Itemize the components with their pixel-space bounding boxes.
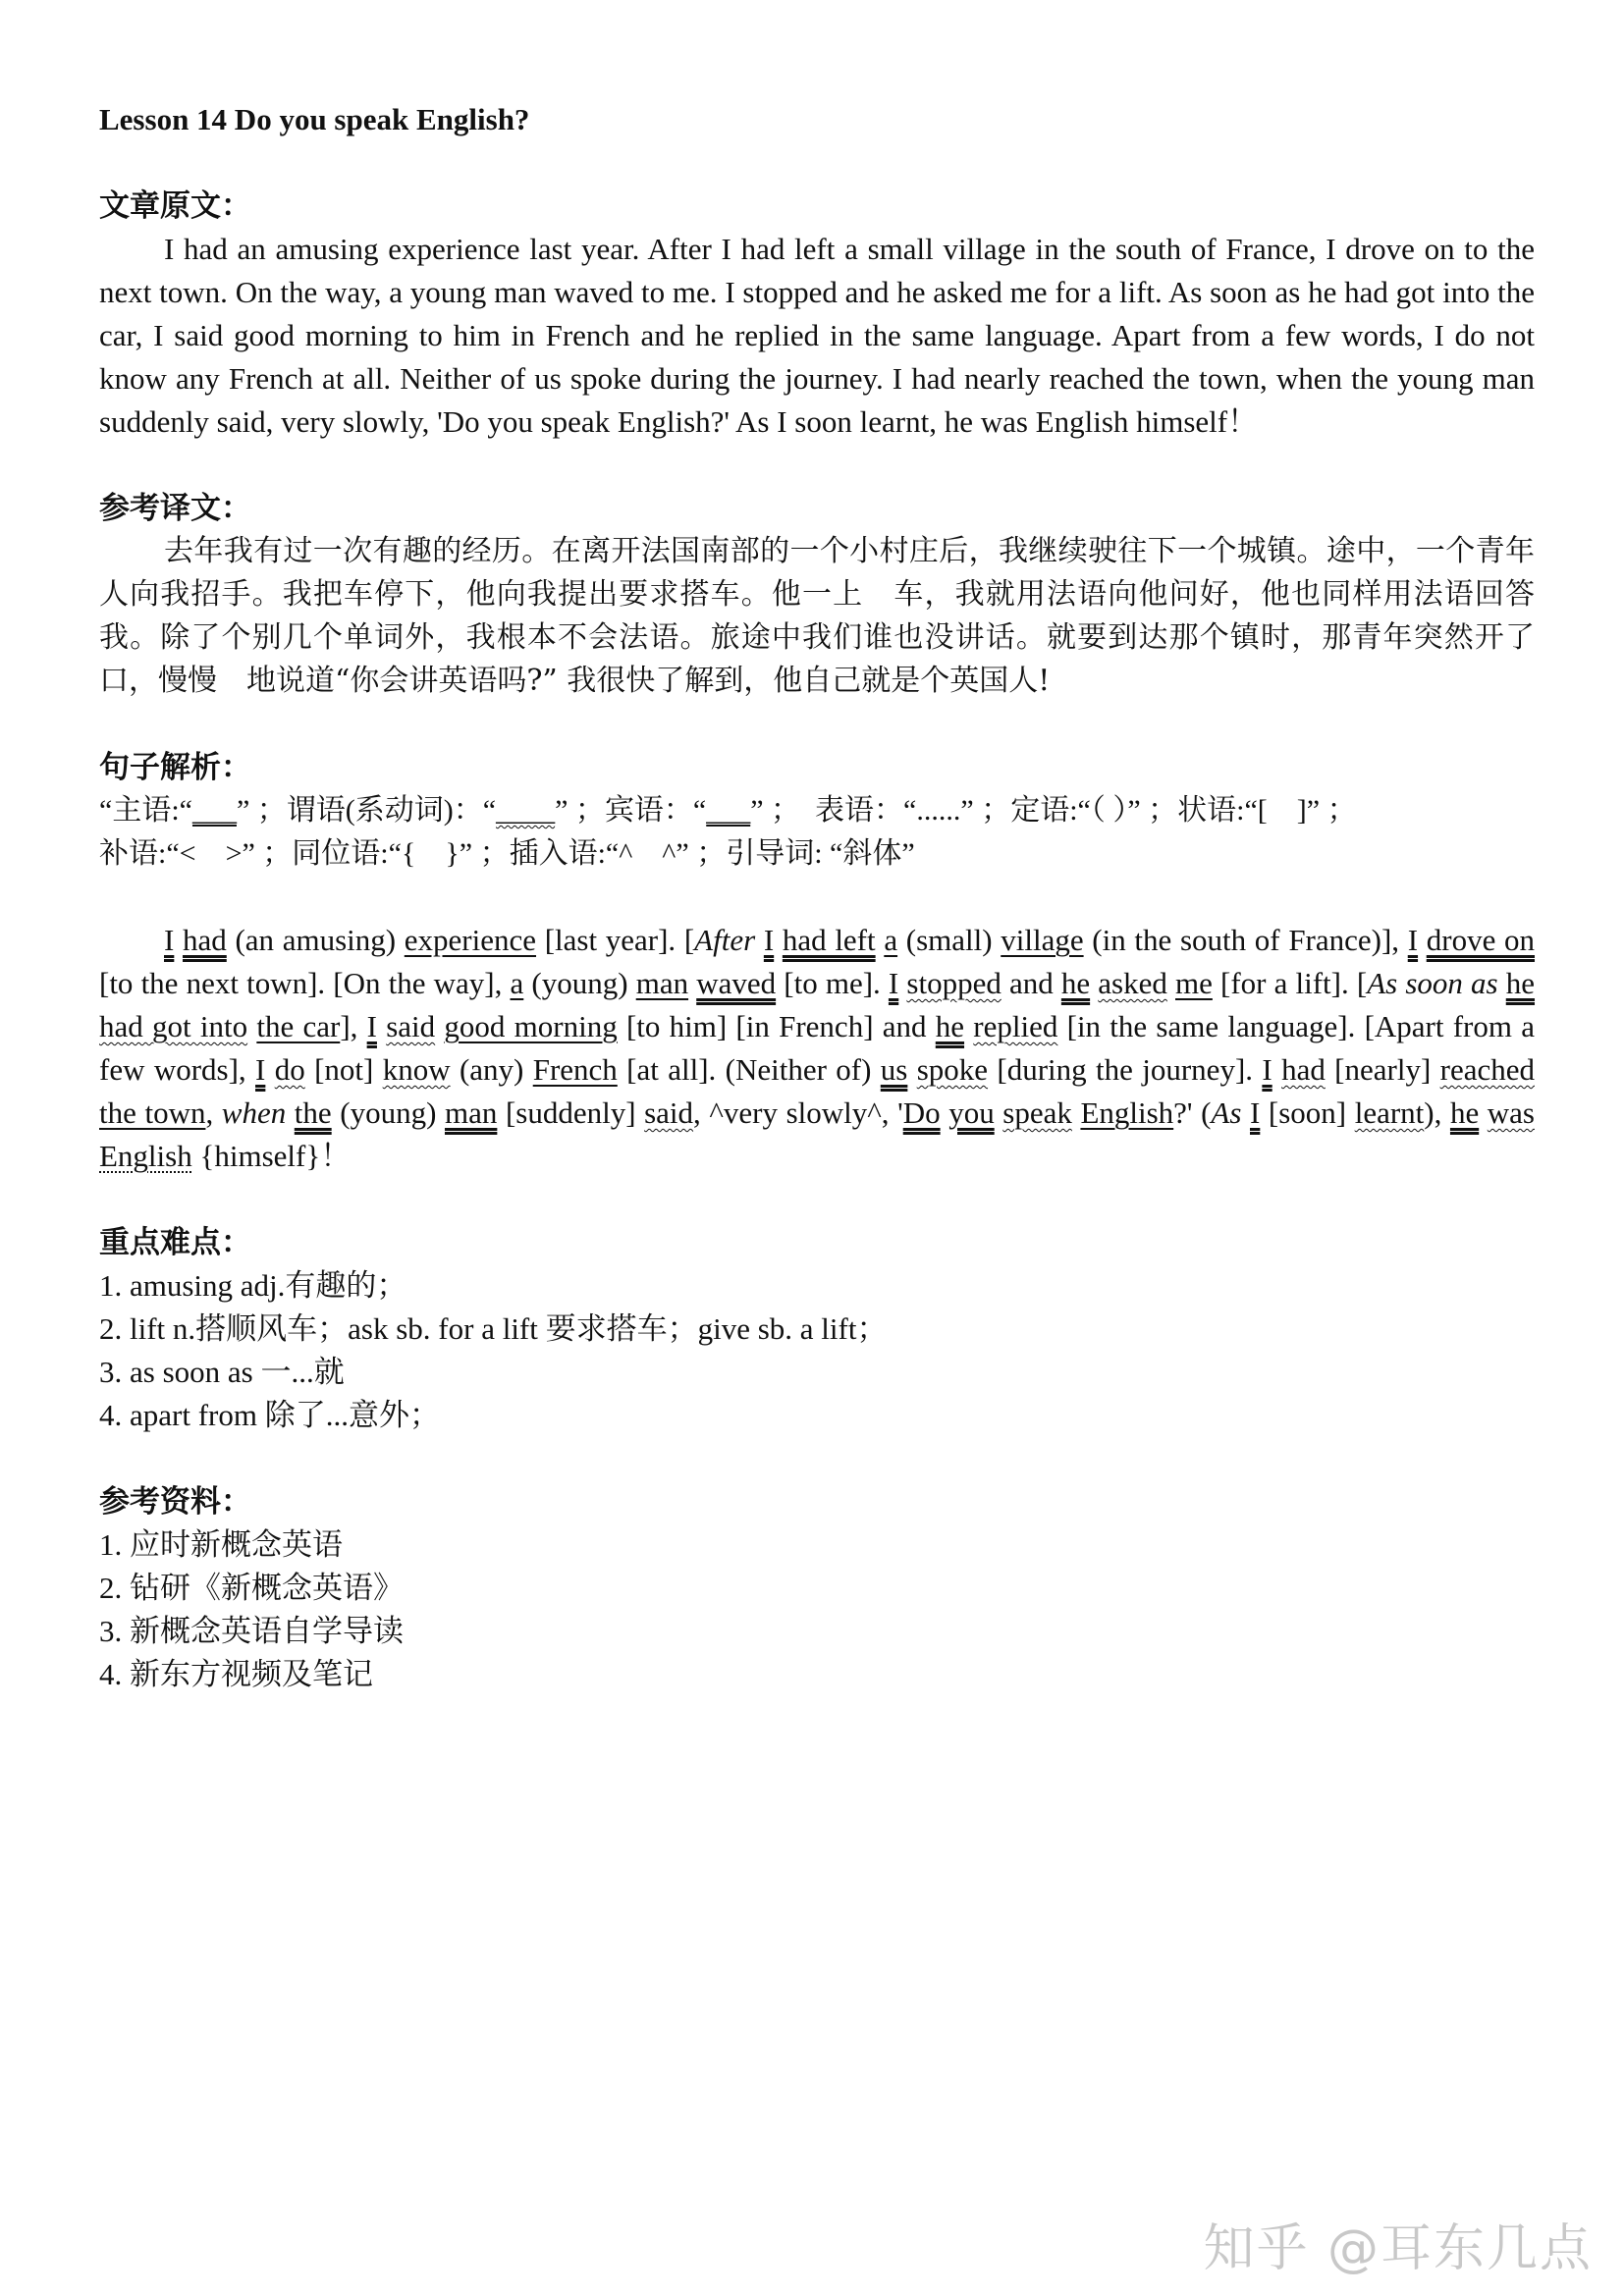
- analysis-heading: 句子解析：: [99, 750, 251, 784]
- document-page: [99, 98, 1535, 1696]
- list-item: 1. 应时新概念英语: [99, 1527, 343, 1562]
- analysis-legend-line1: “主语:“___” ；谓语(系动词)：“____” ；宾语：“___” ； 表语：“......” ；定语:“（ ）” ；状语:“[ ]” ；: [99, 794, 1357, 827]
- legend-predicate-blank: ____: [496, 794, 556, 827]
- list-item: 4. 新东方视频及笔记: [99, 1657, 373, 1691]
- original-text: I had an amusing experience last year. After I had left a small village in the south of France, I drove on to the next town. On the way, a young man waved to me. I stopped and he asked me for a lift. As soon as he had got into the car, I said good morning to him in French and he replied in the same language. Apart from a few words, I do not know any French at all. Neither of us spoke during the journey. I had nearly reached the town, when the young man suddenly said, very slowly, 'Do you speak English?' As I soon learnt, he was English himself！: [99, 232, 1535, 439]
- keypoints-list: [99, 1264, 1535, 1437]
- legend-subject-blank: ___: [191, 794, 237, 827]
- references-heading: 参考资料：: [99, 1484, 251, 1519]
- list-item: 3. 新概念英语自学导读: [99, 1614, 404, 1648]
- original-heading: 文章原文：: [99, 188, 251, 223]
- legend-object-blank: ___: [706, 794, 751, 827]
- translation-text: 去年我有过一次有趣的经历。在离开法国南部的一个小村庄后，我继续驶往下一个城镇。途中，一个青年人向我招手。我把车停下，他向我提出要求搭车。他一上 车，我就用法语向他问好，他也同样用法语回答我。除了个别几个单词外，我根本不会法语。旅途中我们谁也没讲话。就要到达那个镇时，那青年突然开了口，慢慢 地说道“你会讲英语吗?” 我很快了解到，他自己就是个英国人!: [99, 534, 1535, 698]
- watermark: 知乎 @耳东几点: [1203, 2219, 1593, 2278]
- list-item: 4. apart from 除了...意外；: [99, 1398, 440, 1432]
- list-item: 3. as soon as 一...就: [99, 1355, 345, 1389]
- analysis-legend-line2: 补语:“< >” ；同位语:“{ }” ；插入语:“^ ^” ；引导词: “斜体”: [99, 837, 915, 870]
- legend-predicative-blank: ......: [916, 794, 961, 827]
- translation-heading: 参考译文：: [99, 491, 251, 525]
- list-item: 2. lift n.搭顺风车；ask sb. for a lift 要求搭车；give sb. a lift；: [99, 1311, 888, 1346]
- keypoints-heading: 重点难点：: [99, 1225, 251, 1259]
- list-item: 1. amusing adj.有趣的；: [99, 1268, 407, 1303]
- list-item: 2. 钻研《新概念英语》: [99, 1571, 404, 1605]
- references-list: [99, 1523, 1535, 1696]
- page-title: Lesson 14 Do you speak English?: [99, 102, 530, 136]
- annotated-passage: I had (an amusing) experience [last year]. [After I had left a (small) village (in the south of France)], I drove on [to the next town]. [On the way], a (young) man waved [to me]. I stopped and he asked me [for a lift]. [As soon as he had got into the car], I said good morning [to him] [in French] and he replied [in the same language]. [Apart from a few words], I do [not] know (any) French [at all]. (Neither of) us spoke [during the journey]. I had [nearly] reached the town, when the (young) man [suddenly] said, ^very slowly^, 'Do you speak English?' (As I [soon] learnt), he was English {himself}！: [99, 923, 1536, 1173]
